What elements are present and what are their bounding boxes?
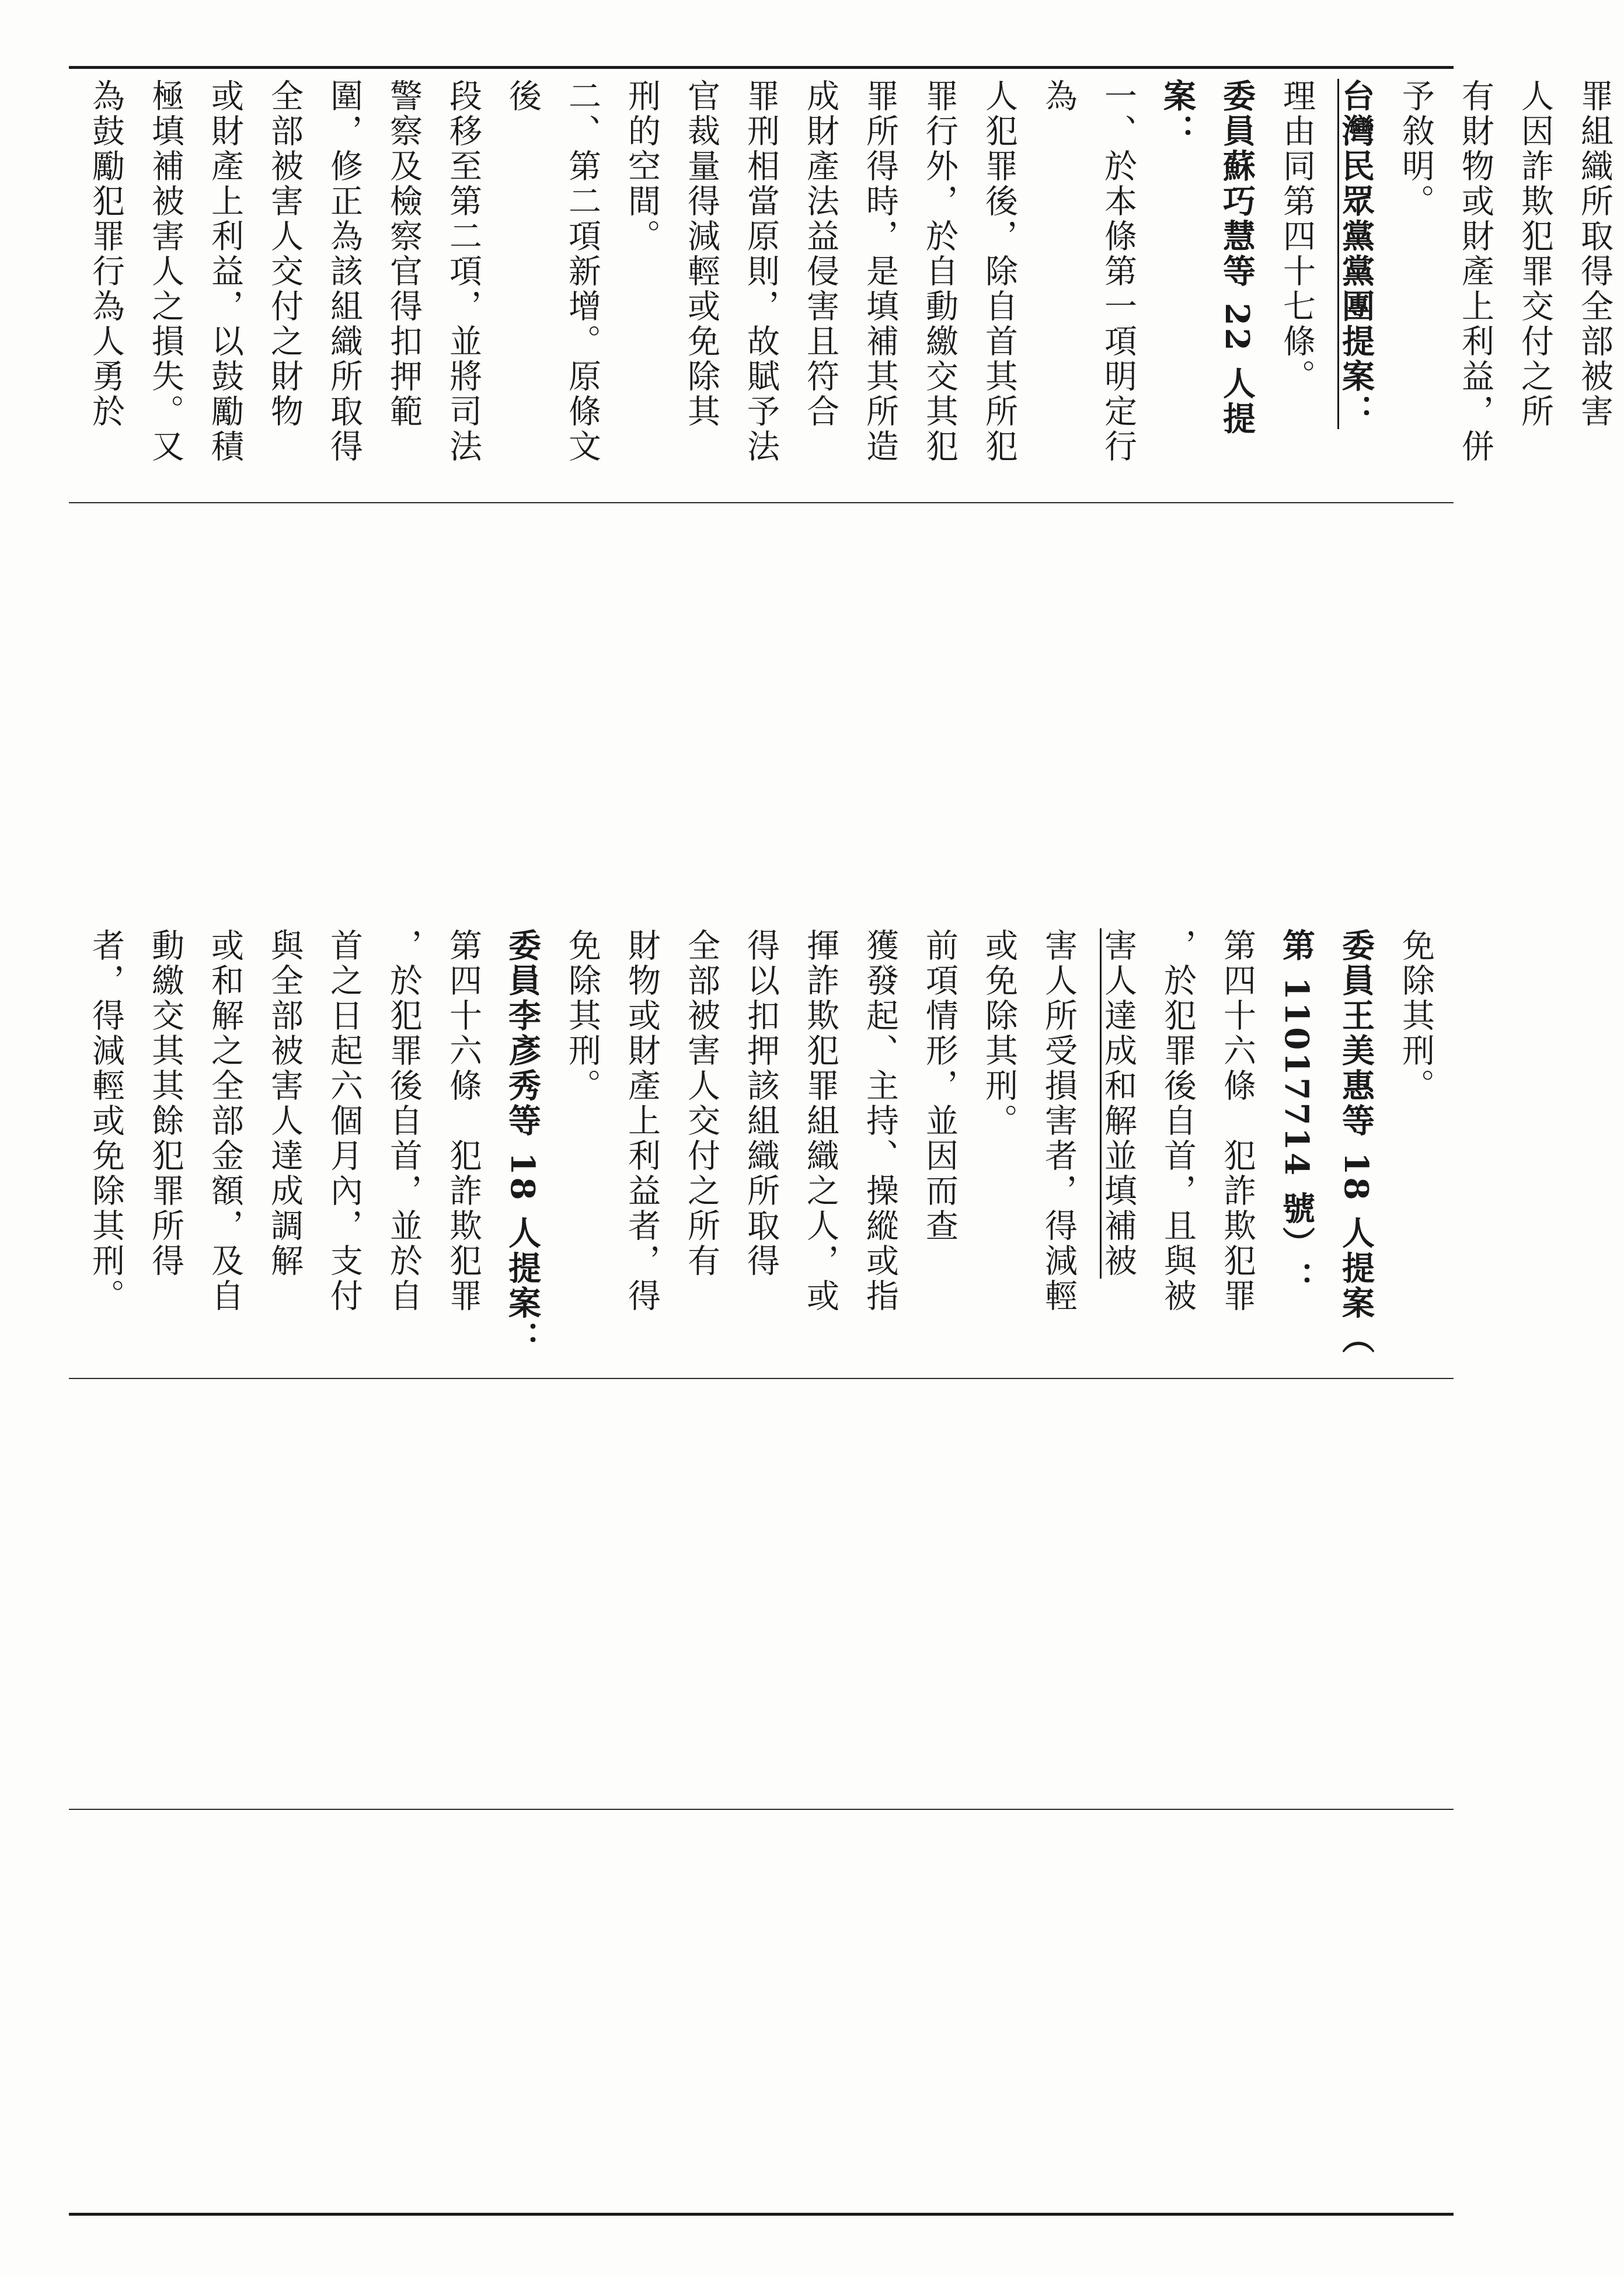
text-line: 財物或財產上利益者，得	[623, 928, 661, 1314]
middle-left-section	[76, 928, 1448, 1372]
text-line: 官裁量得減輕或免除其	[682, 79, 720, 429]
text-line: 有財物或財產上利益，併	[1456, 79, 1494, 464]
text-line: 予敘明。	[1397, 79, 1435, 219]
text-line: 與全部被害人達成調解	[266, 928, 304, 1279]
text-line: 或和解之全部金額，及自	[206, 928, 244, 1314]
text-line: 人因詐欺犯罪交付之所	[1516, 79, 1554, 429]
text-line: 第四十六條 犯詐欺犯罪	[1218, 928, 1256, 1314]
text-line: 人犯罪後，除自首其所犯	[980, 79, 1018, 464]
text-line: 罪刑相當原則，故賦予法	[742, 79, 780, 464]
text-line: 得以扣押該組織所取得	[742, 928, 780, 1279]
text-line: 害人所受損害者，得減輕	[1040, 928, 1078, 1314]
text-line: 委員蘇巧慧等 22 人提案：	[1158, 79, 1256, 437]
text-line: 全部被害人交付之財物	[266, 79, 304, 429]
text-line: 前項情形，並因而查	[921, 928, 959, 1244]
text-line: 一、於本條第一項明定行為	[1040, 79, 1137, 464]
text-line: 免除其刑。	[1397, 928, 1435, 1103]
top-right-section	[76, 79, 1613, 493]
text-line: 或財產上利益，以鼓勵積	[206, 79, 244, 464]
text-line: 揮詐欺犯罪組織之人，或	[801, 928, 839, 1314]
text-line: 台灣民眾黨黨團提案：	[1337, 79, 1375, 429]
text-line: ，於犯罪後自首，並於自	[385, 928, 423, 1314]
text-line: 委員李彥秀等 18 人提案：	[503, 928, 542, 1356]
text-line: 免除其刑。	[563, 928, 601, 1103]
middle-left-text	[76, 928, 1445, 1372]
text-line: 段移至第二項，並將司法	[444, 79, 482, 464]
text-line: 理由同第四十七條。	[1278, 79, 1316, 394]
text-line: 首之日起六個月內，支付	[325, 928, 363, 1314]
text-line: 或免除其刑。	[980, 928, 1018, 1138]
text-line: 成財產法益侵害且符合	[801, 79, 839, 429]
text-line: 為鼓勵犯罪行為人勇於	[87, 79, 125, 429]
text-line: 害人達成和解並填補被	[1099, 928, 1137, 1279]
text-line: 全部被害人交付之所有	[682, 928, 720, 1279]
text-line: 第四十六條 犯詐欺犯罪	[444, 928, 482, 1314]
divider-3	[69, 1809, 1454, 1810]
text-line: 罪所得時，是填補其所造	[861, 79, 899, 464]
text-line: 獲發起、主持、操縱或指	[861, 928, 899, 1314]
text-line: 警察及檢察官得扣押範	[385, 79, 423, 429]
text-line: 罪行外，於自動繳交其犯	[921, 79, 959, 464]
text-line: 者，得減輕或免除其刑。	[87, 928, 125, 1314]
bottom-rule	[69, 2213, 1454, 2216]
text-line: 圍，修正為該組織所取得	[325, 79, 363, 464]
text-line: 刑的空間。	[623, 79, 661, 254]
text-line: 極填補被害人之損失。又	[147, 79, 184, 464]
top-rule	[69, 66, 1454, 69]
text-line: 罪組織所取得全部被害	[1576, 79, 1613, 429]
divider-2	[69, 1378, 1454, 1379]
text-line: 二、第二項新增。原條文後	[504, 79, 601, 464]
text-line: 第 11017714 號）：	[1277, 928, 1316, 1297]
text-line: 動繳交其其餘犯罪所得	[147, 928, 184, 1279]
top-right-text	[76, 79, 1624, 493]
text-line: ，於犯罪後自首，且與被	[1159, 928, 1197, 1314]
divider-1	[69, 502, 1454, 503]
text-line: 委員王美惠等 18 人提案（	[1337, 928, 1375, 1356]
